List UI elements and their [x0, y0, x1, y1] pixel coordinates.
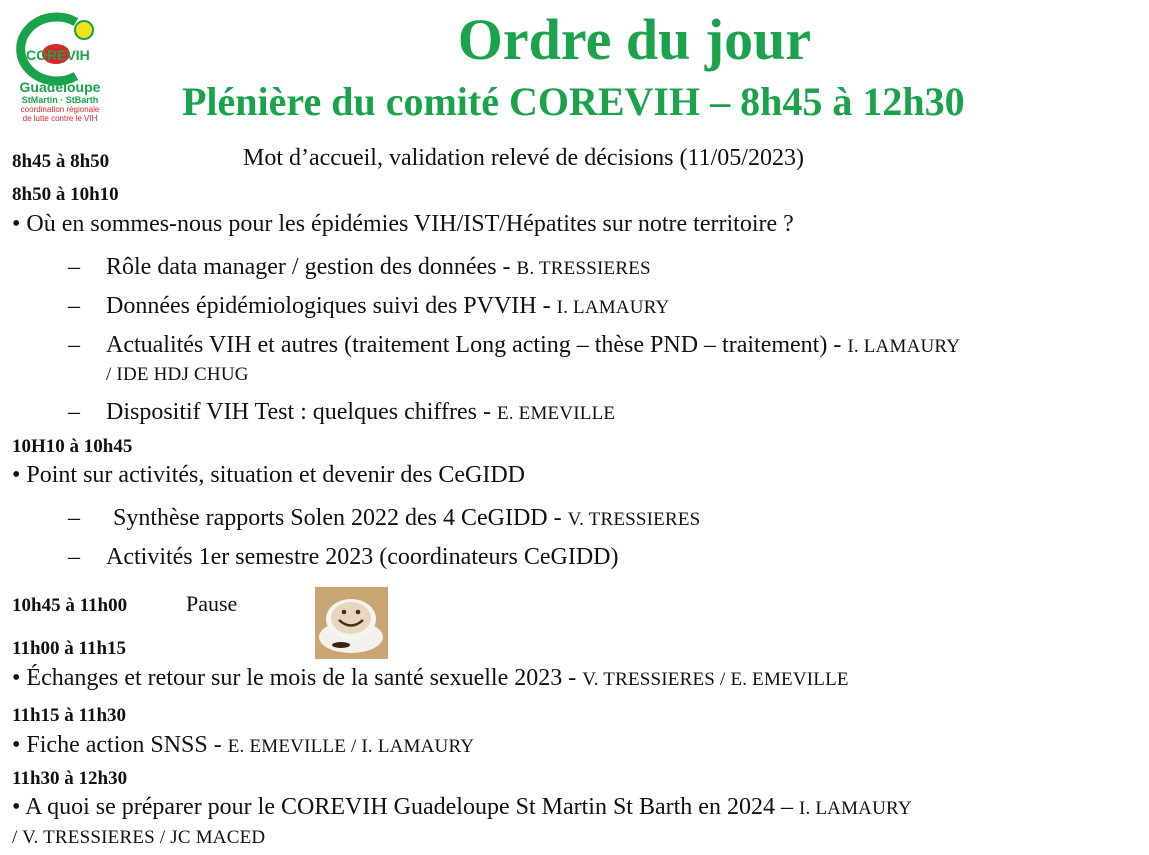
sub-item-continuation: / IDE HDJ CHUG	[106, 364, 249, 385]
agenda-item-cegidd: • Point sur activités, situation et devenir des CeGIDD	[12, 462, 525, 488]
agenda-item-sexual-health-month: • Échanges et retour sur le mois de la santé sexuelle 2023 - V. TRESSIERES / E. EMEVILLE	[12, 665, 849, 691]
time-slot-4: 10h45 à 11h00	[12, 595, 128, 616]
page-subtitle: Plénière du comité COREVIH – 8h45 à 12h30	[182, 79, 965, 124]
time-slot-6: 11h15 à 11h30	[12, 705, 127, 726]
page-title: Ordre du jour	[457, 7, 812, 72]
sub-item: Actualités VIH et autres (traitement Long acting – thèse PND – traitement) - I. LAMAURY	[106, 332, 961, 358]
logo-line3: coordination régionale	[20, 105, 100, 114]
time-slot-2: 8h50 à 10h10	[12, 184, 119, 205]
agenda-item-welcome: Mot d’accueil, validation relevé de décisions (11/05/2023)	[243, 145, 804, 171]
logo-line2: StMartin · StBarth	[21, 95, 99, 105]
agenda-item-2024-continuation: / V. TRESSIERES / JC MACED	[12, 827, 266, 848]
dash-icon: –	[68, 399, 80, 425]
time-slot-7: 11h30 à 12h30	[12, 768, 128, 789]
agenda-item-pause: Pause	[186, 591, 238, 616]
time-slot-5: 11h00 à 11h15	[12, 638, 127, 659]
agenda-item-2024: • A quoi se préparer pour le COREVIH Guadeloupe St Martin St Barth en 2024 – I. LAMAURY	[12, 794, 912, 820]
dash-icon: –	[68, 544, 80, 570]
sub-item: Données épidémiologiques suivi des PVVIH - I. LAMAURY	[106, 293, 670, 319]
dash-icon: –	[68, 505, 80, 531]
time-slot-3: 10H10 à 10h45	[12, 436, 133, 457]
time-slot-1: 8h45 à 8h50	[12, 151, 110, 172]
sub-item: Rôle data manager / gestion des données - B. TRESSIERES	[106, 254, 651, 280]
sub-item: Synthèse rapports Solen 2022 des 4 CeGIDD - V. TRESSIERES	[113, 505, 701, 531]
logo-line4: de lutte contre le VIH	[22, 114, 98, 123]
svg-text:COREVIH: COREVIH	[26, 47, 90, 63]
sub-item: Dispositif VIH Test : quelques chiffres - E. EMEVILLE	[106, 399, 616, 425]
agenda-item-epidemics: • Où en sommes-nous pour les épidémies VIH/IST/Hépatites sur notre territoire ?	[12, 211, 794, 237]
sub-item: Activités 1er semestre 2023 (coordinateurs CeGIDD)	[106, 544, 619, 570]
dash-icon: –	[68, 254, 80, 280]
dash-icon: –	[68, 332, 80, 358]
coffee-smiley-icon	[315, 587, 388, 659]
dash-icon: –	[68, 293, 80, 319]
logo-region: Guadeloupe	[19, 79, 101, 95]
agenda-item-snss: • Fiche action SNSS - E. EMEVILLE / I. LAMAURY	[12, 732, 475, 758]
